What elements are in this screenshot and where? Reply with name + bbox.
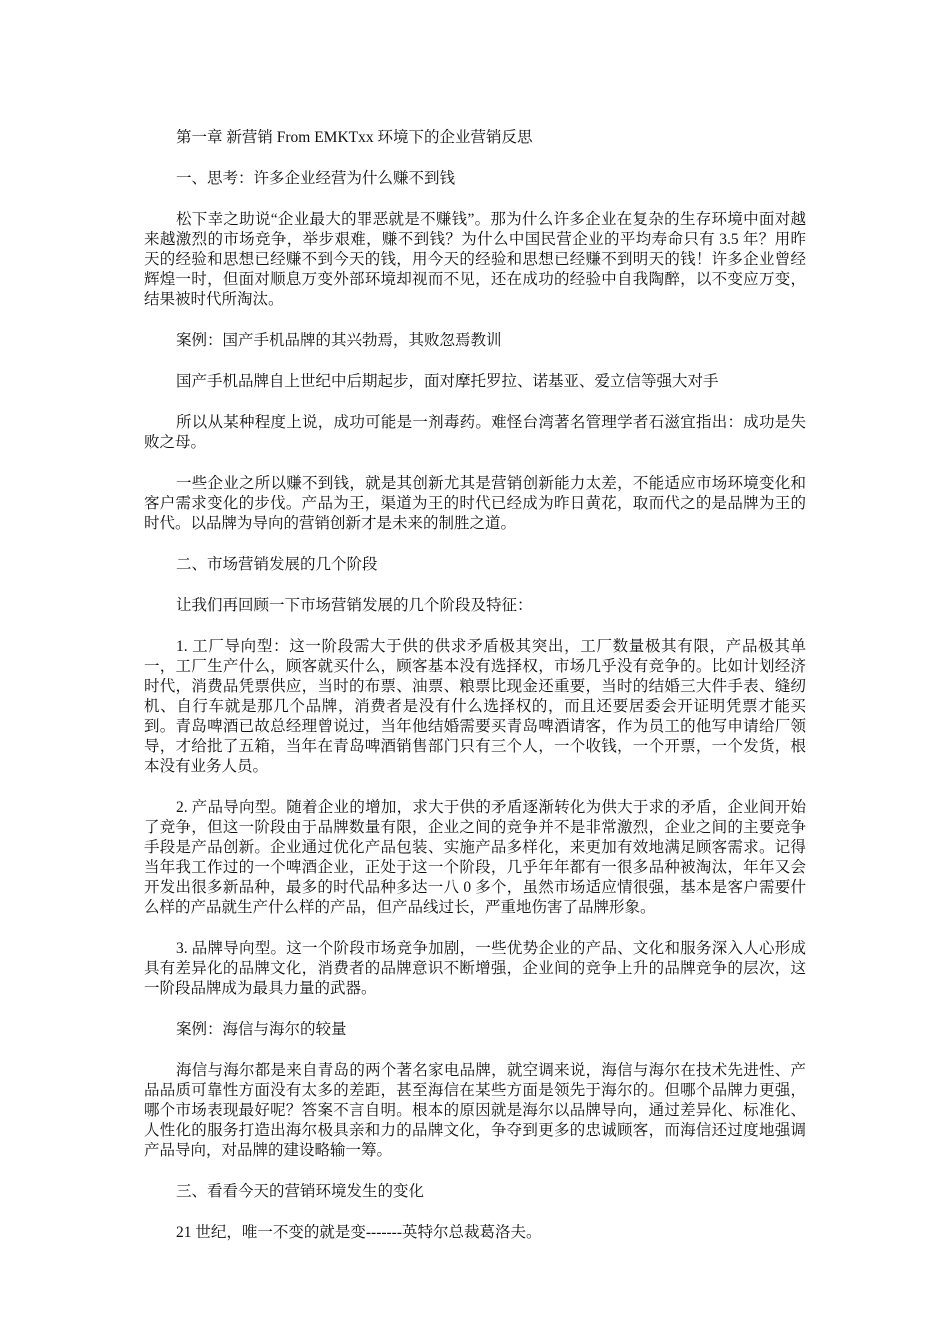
body-paragraph: 所以从某种程度上说，成功可能是一剂毒药。难怪台湾著名管理学者石滋宜指出：成功是失败之母。 [144,414,806,451]
section-heading-3: 三、看看今天的营销环境发生的变化 [176,1183,425,1200]
section-heading-1: 一、思考：许多企业经营为什么赚不到钱 [176,170,456,187]
body-paragraph: 海信与海尔都是来自青岛的两个著名家电品牌，就空调来说，海信与海尔在技术先进性、产品品质可靠性方面没有太多的差距，甚至海信在某些方面是领先于海尔的。但哪个品牌力更强，哪个市场表现最好呢？答案不言自明。根本的原因就是海尔以品牌导向，通过差异化、标准化、人性化的服务打造出海尔极具亲和力的品牌文化，争夺到更多的忠诚顾客，而海信还过度地强调产品导向，对品牌的建设略输一筹。 [144,1062,806,1159]
list-item-1: 1. 工厂导向型：这一阶段需大于供的供求矛盾极其突出，工厂数量极其有限，产品极其单一，工厂生产什么，顾客就买什么，顾客基本没有选择权，市场几乎没有竞争的。比如计划经济时代，消费品凭票供应，当时的布票、油票、粮票比现金还重要，当时的结婚三大件手表、缝纫机、自行车就是那几个品牌，消费者是没有什么选择权的，而且还要居委会开证明凭票才能买到。青岛啤酒已故总经理曾说过，当年他结婚需要买青岛啤酒请客，作为员工的他写申请给厂领导，才给批了五箱，当年在青岛啤酒销售部门只有三个人，一个收钱，一个开票，一个发货，根本没有业务人员。 [144,638,806,775]
case-heading-1: 案例：国产手机品牌的其兴勃焉，其败忽焉教训 [176,332,502,349]
quote-paragraph: 21 世纪，唯一不变的就是变-------英特尔总裁葛洛夫。 [176,1224,542,1241]
document-page [144,128,806,1264]
list-item-2: 2. 产品导向型。随着企业的增加，求大于供的矛盾逐渐转化为供大于求的矛盾，企业间开始了竞争，但这一阶段由于品牌数量有限，企业之间的竞争并不是非常激烈，企业之间的主要竞争手段是产品创新。企业通过优化产品包装、实施产品多样化，来更加有效地满足顾客需求。记得当年我工作过的一个啤酒企业，正处于这一个阶段，几乎年年都有一很多品种被淘汰，年年又会开发出很多新品种，最多的时代品种多达一八 0 多个，虽然市场适应情很强，基本是客户需要什么样的产品就生产什么样的产品，但产品线过长，严重地伤害了品牌形象。 [144,799,806,916]
chapter-title: 第一章 新营销 From EMKTxx 环境下的企业营销反思 [176,129,533,146]
case-heading-2: 案例：海信与海尔的较量 [176,1021,347,1038]
section-heading-2: 二、市场营销发展的几个阶段 [176,556,378,573]
body-paragraph: 让我们再回顾一下市场营销发展的几个阶段及特征： [176,597,533,614]
body-paragraph: 松下幸之助说“企业最大的罪恶就是不赚钱”。那为什么许多企业在复杂的生存环境中面对越来越激烈的市场竞争，举步艰难，赚不到钱？为什么中国民营企业的平均寿命只有 3.5 年？用昨天的经验和思想已经赚不到今天的钱，用今天的经验和思想已经赚不到明天的钱！许多企业曾经辉煌一时，但面对顺息万变外部环境却视而不见，还在成功的经验中自我陶醉，以不变应万变，结果被时代所淘汰。 [144,211,806,308]
body-paragraph: 国产手机品牌自上世纪中后期起步，面对摩托罗拉、诺基亚、爱立信等强大对手 [176,373,719,390]
body-paragraph: 一些企业之所以赚不到钱，就是其创新尤其是营销创新能力太差，不能适应市场环境变化和客户需求变化的步伐。产品为王，渠道为王的时代已经成为昨日黄花，取而代之的是品牌为王的时代。以品牌为导向的营销创新才是未来的制胜之道。 [144,475,806,532]
list-item-3: 3. 品牌导向型。这一个阶段市场竞争加剧，一些优势企业的产品、文化和服务深入人心形成具有差异化的品牌文化，消费者的品牌意识不断增强，企业间的竞争上升的品牌竞争的层次，这一阶段品牌成为最具力量的武器。 [144,940,806,997]
